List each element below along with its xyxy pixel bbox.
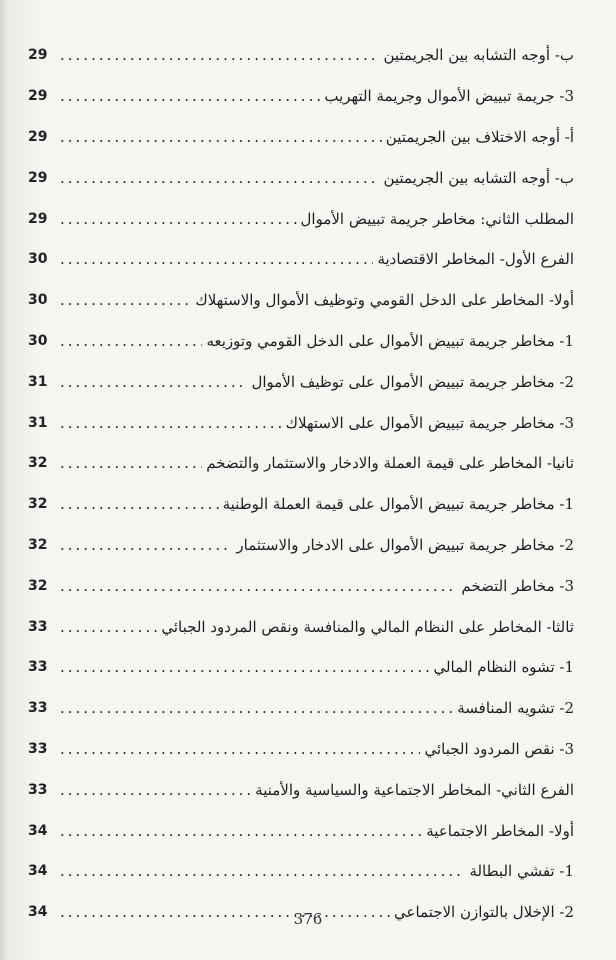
toc-entry (28, 688, 574, 729)
toc-entry-page: 33 (28, 781, 48, 798)
toc-entry-title: 3- نقص المردود الجبائي (424, 739, 574, 758)
toc-entry-title: 2- الإخلال بالتوازن الاجتماعي (394, 903, 574, 922)
toc-entry (28, 321, 574, 362)
toc-entry-title: ب- أوجه التشابه بين الجريمتين (383, 46, 574, 65)
toc-leader-dots (60, 87, 320, 105)
toc-entry-page: 32 (28, 536, 48, 553)
toc-entry-page: 34 (28, 822, 48, 839)
page-number: 376 (293, 910, 323, 928)
toc-leader-dots (60, 781, 251, 799)
toc-entry-page: 30 (28, 332, 48, 349)
toc-entry (28, 769, 574, 810)
toc-entry-title: 3- جريمة تبييض الأموال وجريمة التهريب (324, 87, 574, 106)
toc-entry-page: 29 (28, 128, 48, 145)
toc-leader-dots (60, 291, 191, 309)
toc-leader-dots (60, 862, 465, 880)
toc-entry-page: 33 (28, 740, 48, 757)
toc-entry-page: 33 (28, 618, 48, 635)
toc-entry (28, 117, 574, 158)
toc-leader-dots (60, 536, 232, 554)
toc-entry (28, 35, 574, 76)
toc-entry (28, 198, 574, 239)
toc-entry-page: 29 (28, 210, 48, 227)
toc-entry-page: 29 (28, 169, 48, 186)
toc-leader-dots (60, 658, 429, 676)
toc-leader-dots (60, 454, 202, 472)
toc-leader-dots (60, 699, 453, 717)
toc-leader-dots (60, 250, 373, 268)
toc-entry-page: 29 (28, 47, 48, 64)
toc-entry-title: 1- مخاطر جريمة تبييض الأموال على قيمة العملة الوطنية (222, 495, 574, 514)
toc-leader-dots (60, 740, 420, 758)
toc-entry (28, 525, 574, 566)
toc-entry (28, 280, 574, 321)
toc-leader-dots (60, 373, 247, 391)
toc-entry-title: ثانيا- المخاطر على قيمة العملة والادخار والاستثمار والتضخم (206, 454, 574, 473)
toc-entry (28, 157, 574, 198)
toc-leader-dots (60, 210, 297, 228)
toc-entry-title: أولا- المخاطر على الدخل القومي وتوظيف الأموال والاستهلاك (195, 291, 574, 310)
toc-entry (28, 402, 574, 443)
toc-entry-title: أ- أوجه الاختلاف بين الجريمتين (385, 127, 574, 146)
toc-entry-page: 29 (28, 88, 48, 105)
toc-entry-title: 2- مخاطر جريمة تبييض الأموال على توظيف الأموال (251, 372, 574, 391)
toc-leader-dots (60, 414, 282, 432)
toc-entry-title: 1- تفشي البطالة (469, 862, 574, 881)
toc-entry (28, 606, 574, 647)
toc-entry-page: 31 (28, 414, 48, 431)
toc-entry-title: ثالثا- المخاطر على النظام المالي والمنافسة ونقص المردود الجبائي (161, 617, 574, 636)
toc-entry-page: 32 (28, 496, 48, 513)
toc-entry (28, 729, 574, 770)
toc-entry-title: المطلب الثاني: مخاطر جريمة تبييض الأموال (300, 209, 574, 228)
toc-entry-page: 30 (28, 292, 48, 309)
toc-entry-title: 2- تشويه المنافسة (457, 699, 574, 718)
toc-entry (28, 810, 574, 851)
toc-entry (28, 565, 574, 606)
toc-entry-page: 34 (28, 863, 48, 880)
toc-entry (28, 76, 574, 117)
toc-entry-page: 33 (28, 659, 48, 676)
toc-entry-title: ب- أوجه التشابه بين الجريمتين (383, 168, 574, 187)
toc-entry-page: 30 (28, 251, 48, 268)
toc-leader-dots (60, 169, 379, 187)
toc-entry-page: 32 (28, 455, 48, 472)
toc-leader-dots (60, 618, 157, 636)
toc-entry (28, 851, 574, 892)
toc-entry-title: 2- مخاطر جريمة تبييض الأموال على الادخار والاستثمار (236, 535, 574, 554)
toc-leader-dots (60, 822, 422, 840)
toc-leader-dots (60, 495, 219, 513)
toc-entry (28, 361, 574, 402)
toc-leader-dots (60, 577, 457, 595)
toc-entry-title: 1- تشوه النظام المالي (433, 658, 574, 677)
toc-entry (28, 484, 574, 525)
toc-entry-title: 1- مخاطر جريمة تبييض الأموال على الدخل القومي وتوزيعه (206, 331, 574, 350)
toc-entry-title: الفرع الثاني- المخاطر الاجتماعية والسياسية والأمنية (255, 780, 574, 799)
toc-entry-page: 31 (28, 373, 48, 390)
toc-entry-page: 32 (28, 577, 48, 594)
toc-entry-title: 3- مخاطر جريمة تبييض الأموال على الاستهلاك (285, 413, 574, 432)
toc-entry-title: الفرع الأول- المخاطر الاقتصادية (377, 250, 574, 269)
table-of-contents (28, 35, 574, 933)
toc-entry-page: 33 (28, 700, 48, 717)
toc-entry-page: 34 (28, 904, 48, 921)
toc-leader-dots (60, 332, 202, 350)
toc-leader-dots (60, 128, 382, 146)
toc-entry (28, 647, 574, 688)
toc-entry (28, 443, 574, 484)
toc-entry-title: 3- مخاطر التضخم (461, 576, 574, 595)
toc-entry (28, 239, 574, 280)
toc-leader-dots (60, 46, 379, 64)
toc-entry-title: أولا- المخاطر الاجتماعية (426, 821, 574, 840)
